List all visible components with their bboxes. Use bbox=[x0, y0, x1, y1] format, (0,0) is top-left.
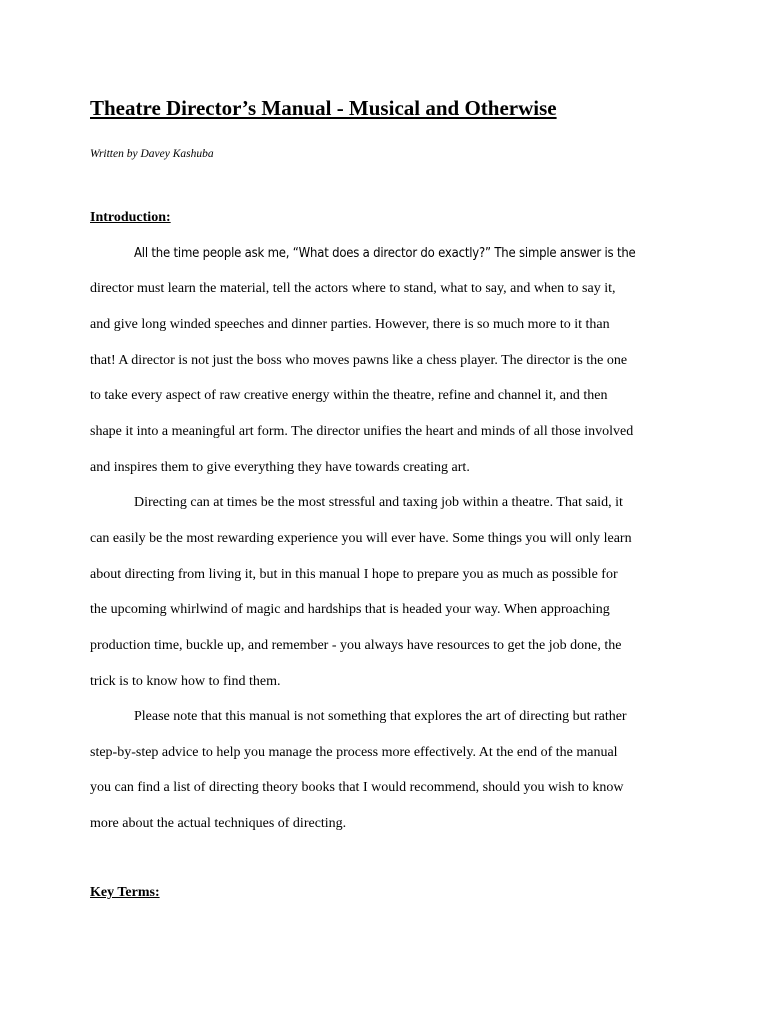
paragraph-line: about directing from living it, but in this manual I hope to prepare you as much as possible for bbox=[90, 567, 618, 582]
paragraph-line: All the time people ask me, “What does a director do exactly?” The simple answer is the bbox=[134, 246, 636, 261]
author-byline: Written by Davey Kashuba bbox=[90, 148, 214, 160]
paragraph-line: director must learn the material, tell the actors where to stand, what to say, and when to say it, bbox=[90, 281, 616, 296]
paragraph-line: production time, buckle up, and remember - you always have resources to get the job done, the bbox=[90, 638, 622, 653]
paragraph-line: to take every aspect of raw creative energy within the theatre, refine and channel it, and then bbox=[90, 388, 608, 403]
paragraph-line: shape it into a meaningful art form. The director unifies the heart and minds of all those involved bbox=[90, 424, 634, 439]
paragraph-line: step-by-step advice to help you manage the process more effectively. At the end of the manual bbox=[90, 745, 618, 760]
paragraph-line: that! A director is not just the boss who moves pawns like a chess player. The director is the one bbox=[90, 353, 628, 368]
document-title: Theatre Director’s Manual - Musical and Otherwise bbox=[90, 96, 557, 120]
paragraph-line: Directing can at times be the most stressful and taxing job within a theatre. That said, it bbox=[134, 495, 623, 510]
paragraph-line: the upcoming whirlwind of magic and hardships that is headed your way. When approaching bbox=[90, 602, 610, 617]
section-heading-key-terms: Key Terms: bbox=[90, 885, 160, 900]
section-heading-introduction: Introduction: bbox=[90, 210, 171, 225]
paragraph-line: and inspires them to give everything they have towards creating art. bbox=[90, 460, 470, 475]
paragraph-line: more about the actual techniques of directing. bbox=[90, 816, 347, 831]
paragraph-line: and give long winded speeches and dinner parties. However, there is so much more to it than bbox=[90, 317, 610, 332]
paragraph-line: can easily be the most rewarding experience you will ever have. Some things you will only learn bbox=[90, 531, 632, 546]
paragraph-line: Please note that this manual is not something that explores the art of directing but rather bbox=[134, 709, 627, 724]
paragraph-line: you can find a list of directing theory books that I would recommend, should you wish to know bbox=[90, 780, 624, 795]
paragraph-line: trick is to know how to find them. bbox=[90, 674, 281, 689]
